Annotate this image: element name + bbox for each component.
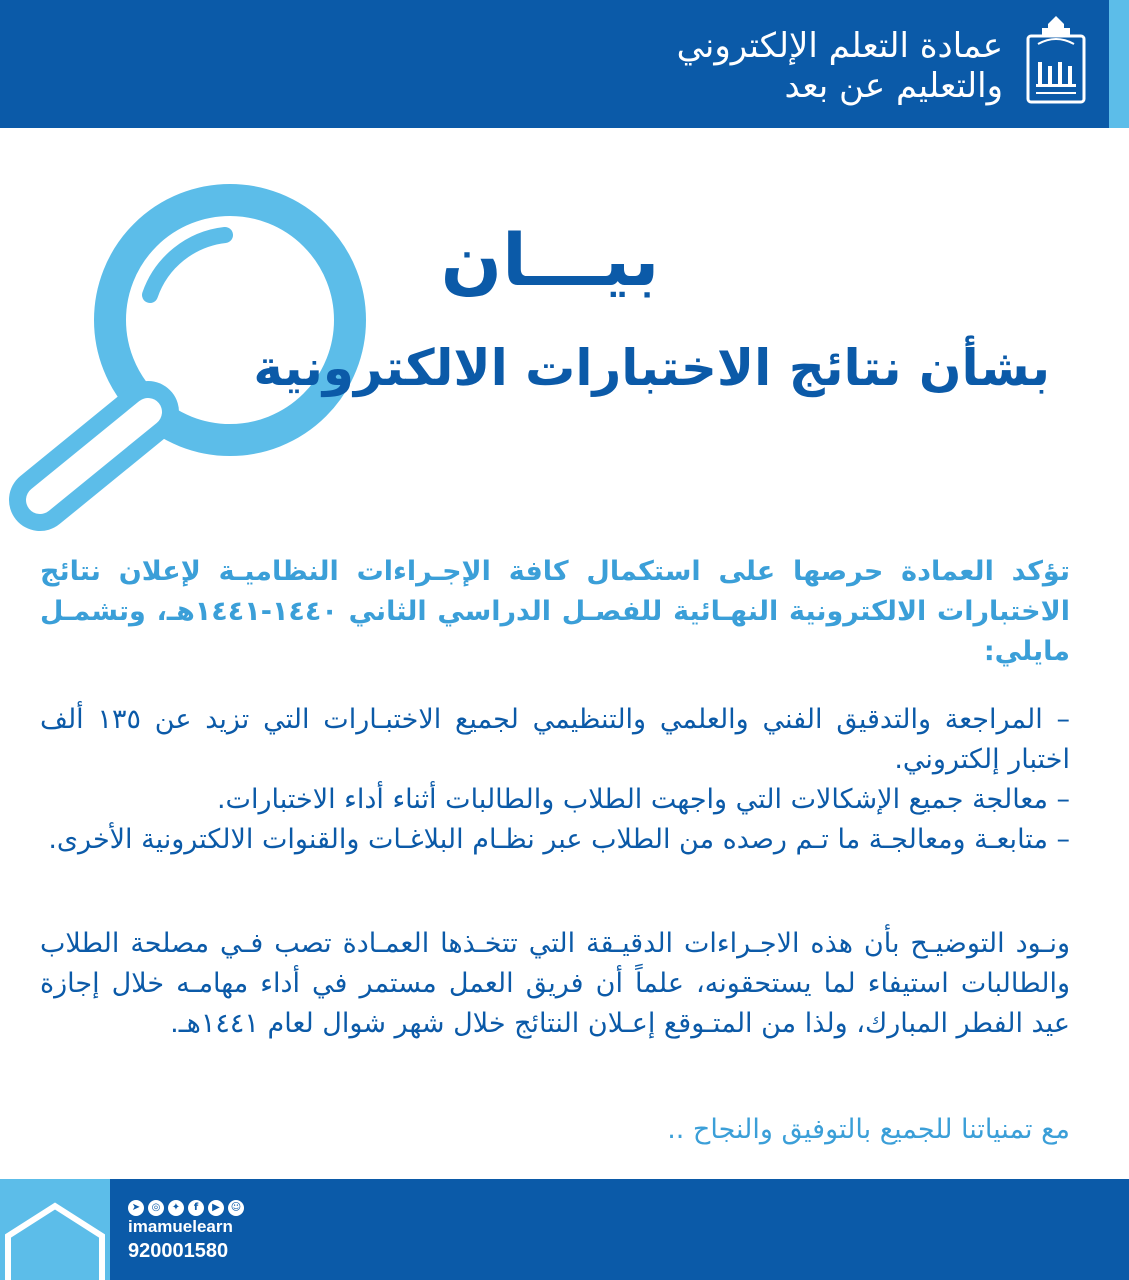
list-item: – معالجة جميع الإشكالات التي واجهت الطلاب والطالبات أثناء أداء الاختبارات.: [216, 784, 1070, 815]
social-icons: [128, 1200, 244, 1216]
youtube-icon[interactable]: ▶: [208, 1200, 224, 1216]
list-item: – المراجعة والتدقيق الفني والعلمي والتنظيمي لجميع الاختبـارات التي تزيد عن ١٣٥ ألف اختبار إلكتروني.: [40, 704, 1070, 775]
header-title: [403, 26, 1003, 106]
page-subtitle: بشأن نتائج الاختبارات الالكترونية: [253, 339, 1050, 397]
header-accent-stripe: [1109, 0, 1129, 128]
bullet-list: [40, 700, 1070, 860]
list-item: – متابعـة ومعالجـة ما تـم رصده من الطلاب عبر نظـام البلاغـات والقنوات الالكترونية الأخرى.: [48, 824, 1070, 855]
snapchat-icon[interactable]: ☺: [228, 1200, 244, 1216]
phone-number: 920001580: [128, 1240, 229, 1262]
social-handle: imamuelearn: [128, 1217, 233, 1236]
page-title: بيـــان: [440, 218, 660, 302]
telegram-icon[interactable]: ➤: [128, 1200, 144, 1216]
twitter-icon[interactable]: ✦: [168, 1200, 184, 1216]
instagram-icon[interactable]: ◎: [148, 1200, 164, 1216]
house-outline-icon: [0, 1200, 110, 1280]
header-line-1: عمادة التعلم الإلكتروني: [676, 26, 1003, 66]
university-logo-icon: [1024, 14, 1088, 104]
header-line-2: والتعليم عن بعد: [784, 66, 1003, 106]
closing-paragraph: ونـود التوضيـح بأن هذه الاجـراءات الدقيـقة التي تتخـذها العمـادة تصب فـي مصلحة الطلاب والطالبات استيفاء لما يستحقونه، علماً أن فريق العمل مستمر في أداء مهامـه خلال إجازة عيد الفطر المبارك، ولذا من المتـوقع إعـلان النتائج خلال شهر شوال لعام ١٤٤١هـ.: [40, 928, 1070, 1039]
wishes-text: مع تمنياتنا للجميع بالتوفيق والنجاح ..: [667, 1114, 1070, 1145]
intro-paragraph: تؤكد العمادة حرصها على استكمال كافة الإجـراءات النظاميـة لإعلان نتائج الاختبارات الالكترونية النهـائية للفصـل الدراسي الثاني ١٤٤٠-١٤٤١هـ، وتشمـل مايلي:: [40, 556, 1070, 667]
facebook-icon[interactable]: f: [188, 1200, 204, 1216]
